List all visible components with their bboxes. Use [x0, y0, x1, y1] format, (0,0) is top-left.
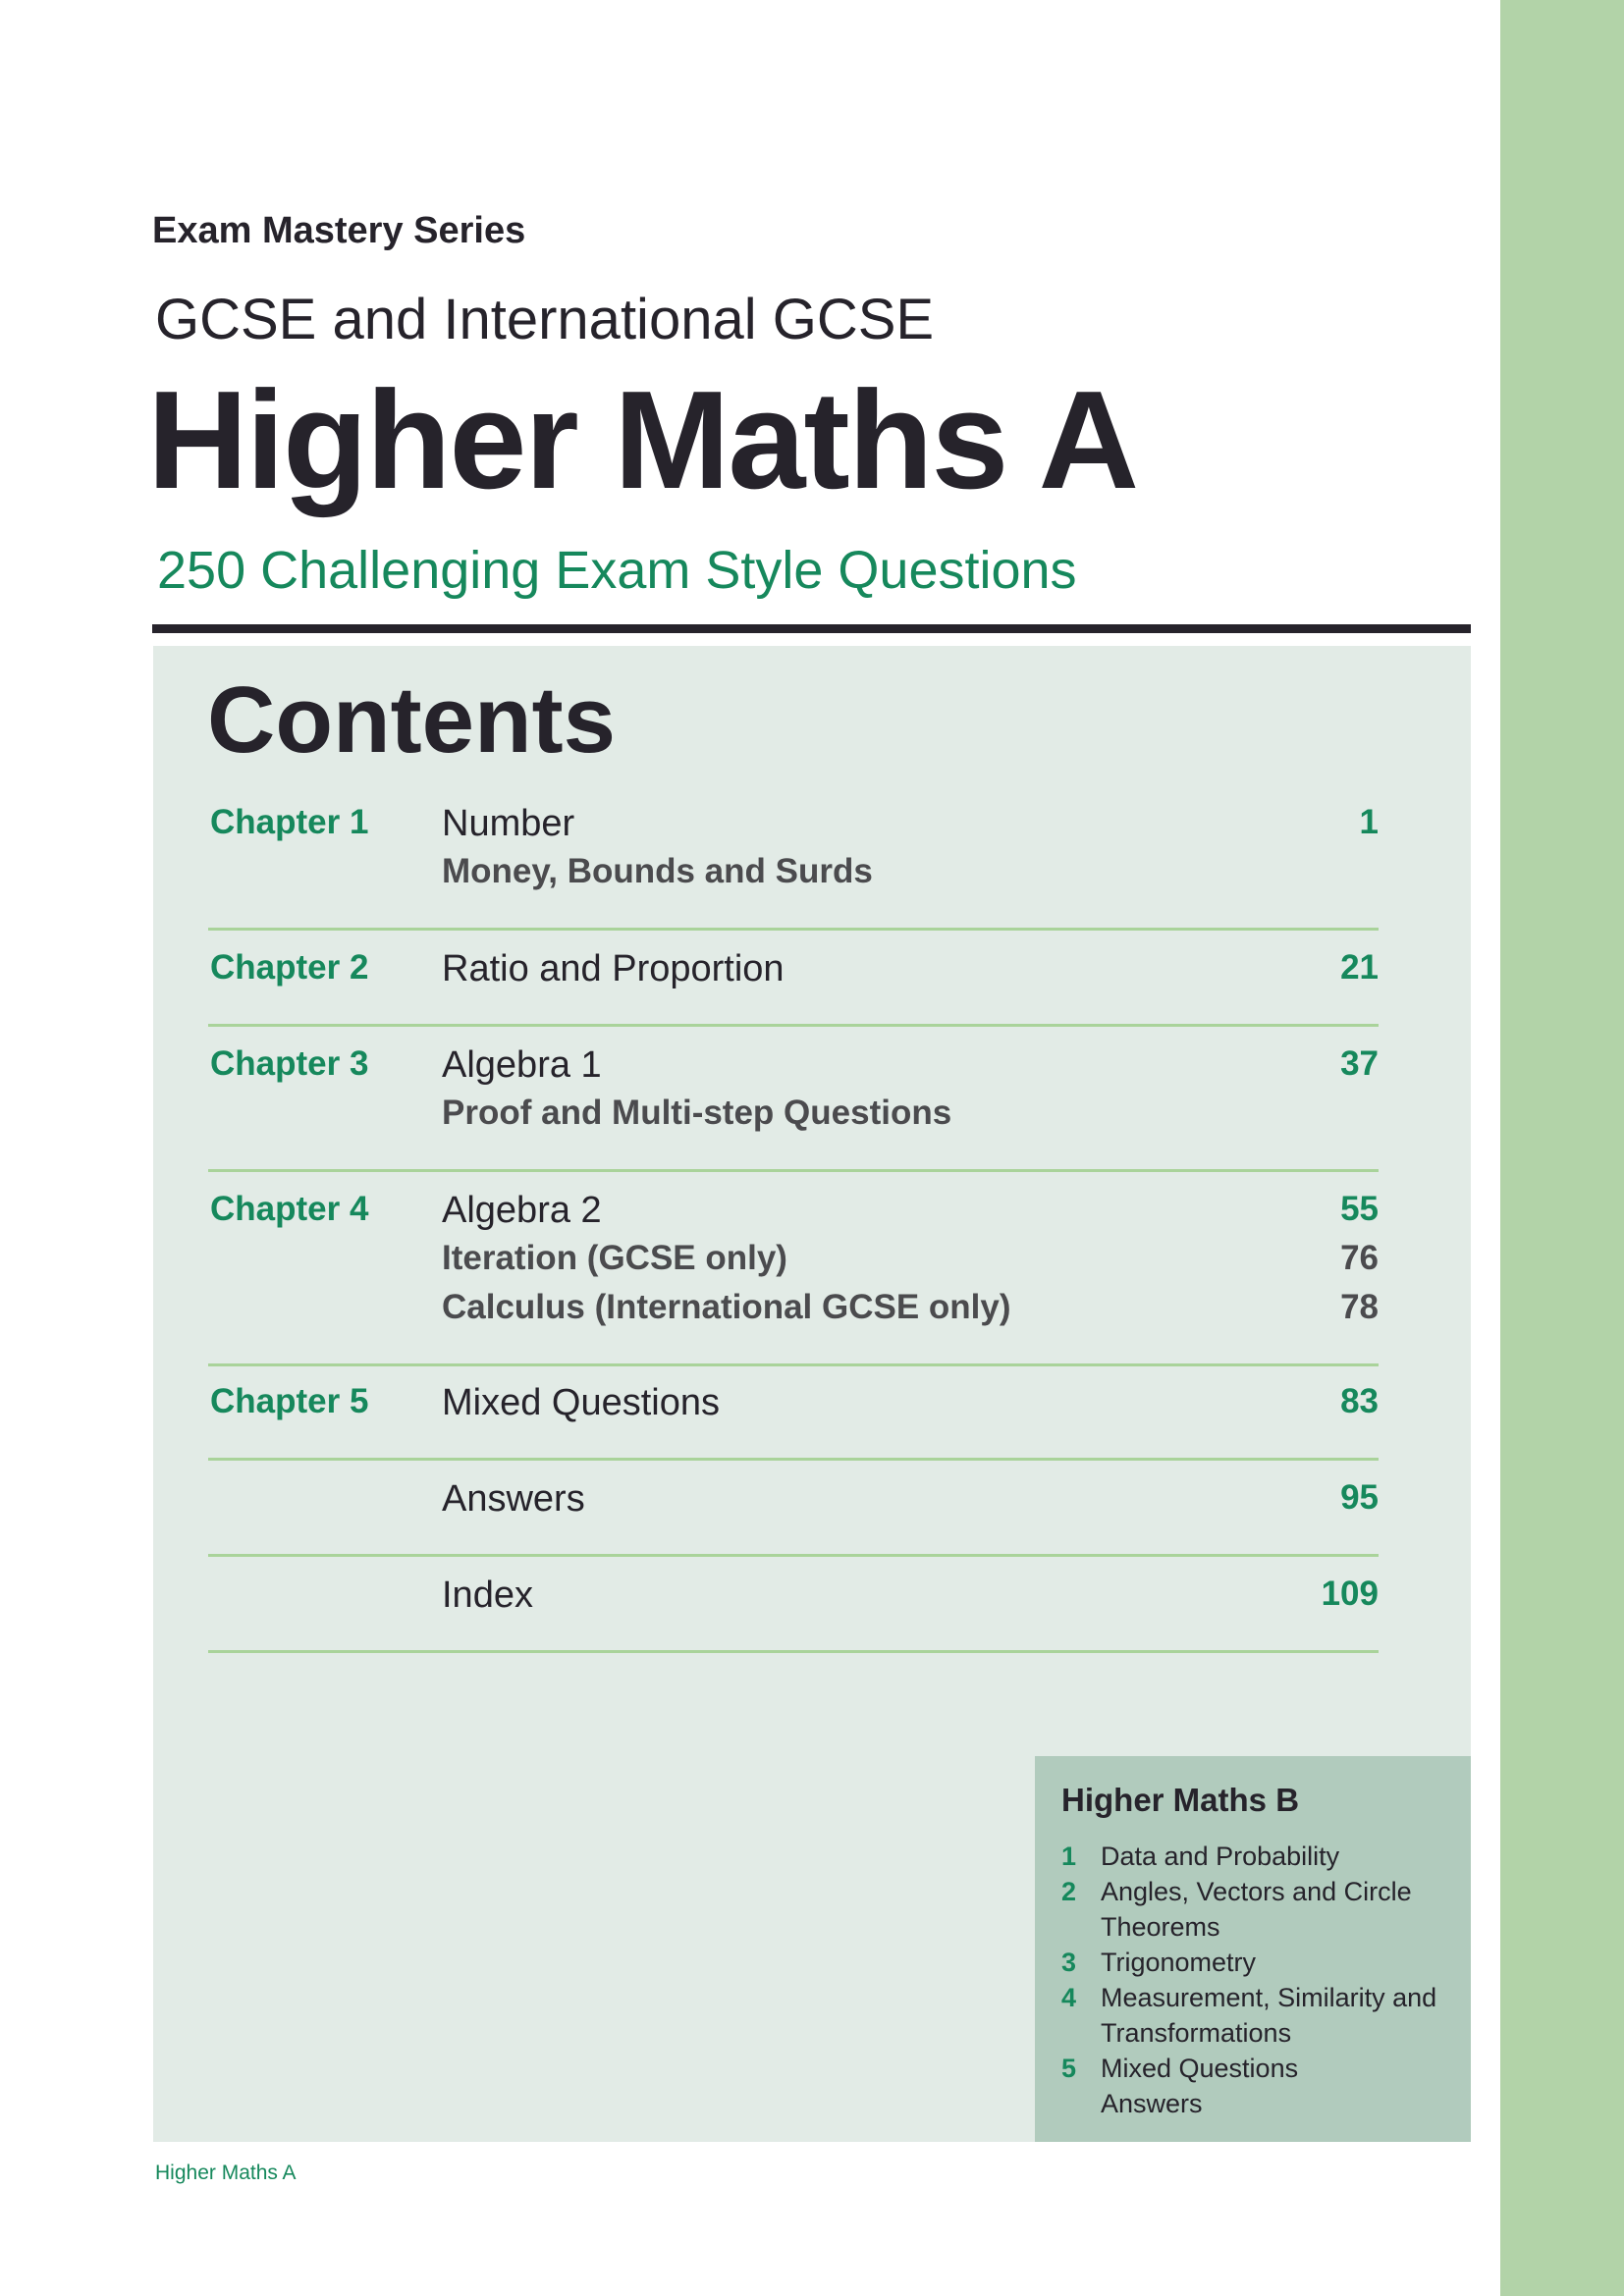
toc-entry [208, 1382, 1379, 1461]
toc-line [442, 803, 1379, 852]
toc-page-number: 76 [1340, 1239, 1379, 1277]
toc-page-number: 78 [1340, 1288, 1379, 1326]
toc-page-number: 21 [1340, 948, 1379, 987]
toc-line [442, 948, 1379, 997]
contents-heading: Contents [207, 667, 616, 773]
companion-title: Higher Maths B [1061, 1782, 1300, 1818]
toc-line-title: Ratio and Proportion [442, 948, 785, 989]
toc-page-number: 95 [1340, 1478, 1379, 1517]
toc-entry [208, 948, 1379, 1027]
page-footer: Higher Maths A [155, 2162, 297, 2184]
companion-item-number: 3 [1061, 1948, 1077, 1977]
companion-item-text: Trigonometry [1101, 1948, 1257, 1977]
companion-item-number: 1 [1061, 1842, 1077, 1871]
side-color-strip [1500, 0, 1624, 2296]
toc-line [442, 1382, 1379, 1431]
toc-page-number: 55 [1340, 1190, 1379, 1228]
toc-line-title: Money, Bounds and Surds [442, 852, 873, 890]
toc-line [442, 1239, 1379, 1288]
companion-book-box [1035, 1756, 1471, 2142]
toc-line [442, 1478, 1379, 1527]
toc-page-number: 109 [1321, 1575, 1379, 1613]
chapter-label: Chapter 3 [210, 1044, 369, 1083]
toc-line [442, 1288, 1379, 1337]
book-subtitle: 250 Challenging Exam Style Questions [157, 541, 1077, 600]
toc-divider [208, 1458, 1379, 1461]
companion-item-text: Measurement, Similarity and Transformations [1101, 1983, 1437, 2048]
toc-page-number: 1 [1359, 803, 1379, 841]
companion-item-number: 5 [1061, 2054, 1077, 2083]
toc-entry [208, 1575, 1379, 1653]
toc-line-title: Algebra 2 [442, 1190, 602, 1231]
series-name: Exam Mastery Series [152, 210, 526, 251]
companion-item-text: Answers [1101, 2089, 1203, 2118]
toc-line-title: Calculus (International GCSE only) [442, 1288, 1011, 1326]
companion-item-text: Mixed Questions [1101, 2054, 1299, 2083]
toc-entry [208, 1478, 1379, 1557]
chapter-label: Chapter 1 [210, 803, 369, 841]
toc-entry [208, 1190, 1379, 1366]
toc-entry [208, 803, 1379, 931]
companion-item-number: 4 [1061, 1983, 1077, 2012]
toc-line-title: Index [442, 1575, 533, 1616]
toc-line [442, 1044, 1379, 1094]
toc-divider [208, 1363, 1379, 1366]
chapter-label: Chapter 5 [210, 1382, 369, 1420]
toc-divider [208, 1169, 1379, 1172]
toc-divider [208, 928, 1379, 931]
toc-line-title: Answers [442, 1478, 585, 1520]
toc-divider [208, 1650, 1379, 1653]
companion-item-text: Angles, Vectors and Circle Theorems [1101, 1877, 1412, 1942]
chapter-label: Chapter 2 [210, 948, 369, 987]
companion-item-number: 2 [1061, 1877, 1077, 1906]
companion-item-text: Data and Probability [1101, 1842, 1340, 1871]
book-title: Higher Maths A [147, 362, 1138, 518]
toc-line [442, 1190, 1379, 1239]
toc-divider [208, 1024, 1379, 1027]
toc-page-number: 37 [1340, 1044, 1379, 1083]
chapter-label: Chapter 4 [210, 1190, 369, 1228]
toc-line [442, 852, 1379, 901]
toc-line-title: Proof and Multi-step Questions [442, 1094, 952, 1132]
qualification: GCSE and International GCSE [155, 288, 935, 351]
toc-line-title: Number [442, 803, 575, 844]
toc-line-title: Iteration (GCSE only) [442, 1239, 787, 1277]
toc-divider [208, 1554, 1379, 1557]
toc-line [442, 1094, 1379, 1143]
title-rule [152, 624, 1471, 633]
toc-line-title: Mixed Questions [442, 1382, 721, 1423]
toc-line [442, 1575, 1379, 1624]
toc-entry [208, 1044, 1379, 1172]
toc-line-title: Algebra 1 [442, 1044, 602, 1086]
toc-page-number: 83 [1340, 1382, 1379, 1420]
